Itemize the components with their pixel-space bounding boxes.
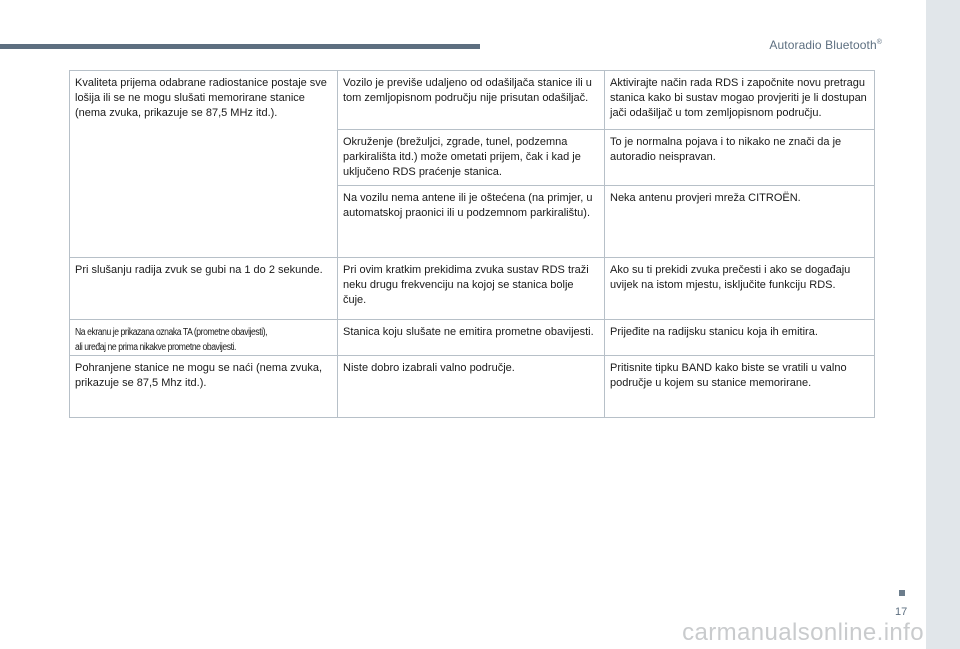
table-row — [70, 356, 875, 418]
side-margin-strip — [926, 0, 960, 649]
table-row — [70, 71, 875, 130]
cause-cell: Stanica koju slušate ne emitira prometne obavijesti. — [338, 320, 605, 356]
solution-cell: To je normalna pojava i to nikako ne znači da je autoradio neispravan. — [605, 130, 875, 186]
troubleshooting-table — [69, 70, 875, 418]
solution-cell: Aktivirajte način rada RDS i započnite novu pretragu stanica kako bi sustav mogao provjeriti je li dostupan jači odašiljač u tom zemljopisnom području. — [605, 71, 875, 130]
problem-cell — [70, 320, 338, 356]
page-header-title — [769, 38, 882, 52]
problem-cell: Pri slušanju radija zvuk se gubi na 1 do 2 sekunde. — [70, 258, 338, 320]
table-row — [70, 320, 875, 356]
problem-line: ali uređaj ne prima nikakve prometne obavijesti. — [75, 342, 237, 353]
solution-cell: Ako su ti prekidi zvuka prečesti i ako se događaju uvijek na istom mjestu, isključite funkciju RDS. — [605, 258, 875, 320]
table-row — [70, 258, 875, 320]
page-number: 17 — [895, 606, 908, 618]
cause-cell: Pri ovim kratkim prekidima zvuka sustav RDS traži neku drugu frekvenciju na kojoj se stanica bolje čuje. — [338, 258, 605, 320]
cause-cell: Okruženje (brežuljci, zgrade, tunel, podzemna parkirališta itd.) može ometati prijem, čak i kad je uključeno RDS praćenje stanica. — [338, 130, 605, 186]
registered-mark: ® — [876, 39, 882, 46]
header-rule — [0, 44, 480, 49]
page-marker — [899, 590, 905, 596]
cause-cell: Vozilo je previše udaljeno od odašiljača stanice ili u tom zemljopisnom području nije prisutan odašiljač. — [338, 71, 605, 130]
cause-cell: Niste dobro izabrali valno područje. — [338, 356, 605, 418]
header-title-text: Autoradio Bluetooth — [769, 38, 877, 52]
problem-cell: Pohranjene stanice ne mogu se naći (nema zvuka, prikazuje se 87,5 Mhz itd.). — [70, 356, 338, 418]
watermark: carmanualsonline.info — [682, 619, 924, 646]
solution-cell: Pritisnite tipku BAND kako biste se vratili u valno područje u kojem su stanice memorirane. — [605, 356, 875, 418]
solution-cell: Neka antenu provjeri mreža CITROËN. — [605, 186, 875, 258]
solution-cell: Prijeđite na radijsku stanicu koja ih emitira. — [605, 320, 875, 356]
problem-cell: Kvaliteta prijema odabrane radiostanice postaje sve lošija ili se ne mogu slušati memorirane stanice (nema zvuka, prikazuje se 87,5 MHz itd.). — [70, 71, 338, 258]
problem-line: Na ekranu je prikazana oznaka TA (prometne obavijesti), — [75, 327, 268, 338]
cause-cell: Na vozilu nema antene ili je oštećena (na primjer, u automatskoj praonici ili u podzemnom parkiralištu). — [338, 186, 605, 258]
